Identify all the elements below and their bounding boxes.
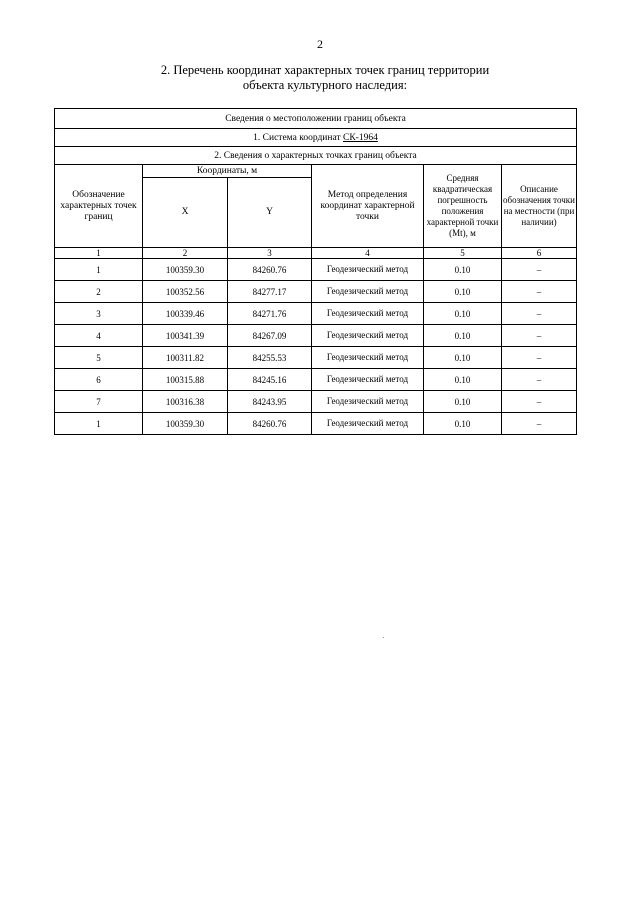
cell-error: 0.10 xyxy=(424,325,502,347)
column-number: 1 xyxy=(55,248,143,259)
cell-method: Геодезический метод xyxy=(312,347,424,369)
cell-error: 0.10 xyxy=(424,347,502,369)
document-title xyxy=(110,63,540,93)
cell-description: – xyxy=(502,369,577,391)
cell-error: 0.10 xyxy=(424,303,502,325)
header-y: Y xyxy=(228,178,312,248)
cell-x: 100352.56 xyxy=(143,281,228,303)
cell-y: 84260.76 xyxy=(228,259,312,281)
cell-x: 100311.82 xyxy=(143,347,228,369)
cell-x: 100339.46 xyxy=(143,303,228,325)
coordinates-table xyxy=(54,108,577,435)
cell-y: 84271.76 xyxy=(228,303,312,325)
cell-method: Геодезический метод xyxy=(312,281,424,303)
cell-y: 84267.09 xyxy=(228,325,312,347)
cell-x: 100341.39 xyxy=(143,325,228,347)
table-row xyxy=(55,413,577,435)
table-row xyxy=(55,391,577,413)
cell-point: 1 xyxy=(55,259,143,281)
header-coordinates: Координаты, м xyxy=(143,165,312,178)
scan-speck xyxy=(383,637,384,638)
points-section-title: 2. Сведения о характерных точках границ объекта xyxy=(55,147,577,165)
coordinate-system-label: 1. Система координат xyxy=(253,132,343,143)
page-number: 2 xyxy=(317,37,323,51)
cell-y: 84277.17 xyxy=(228,281,312,303)
cell-y: 84255.53 xyxy=(228,347,312,369)
column-number: 6 xyxy=(502,248,577,259)
cell-error: 0.10 xyxy=(424,369,502,391)
cell-x: 100359.30 xyxy=(143,259,228,281)
cell-point: 5 xyxy=(55,347,143,369)
cell-y: 84243.95 xyxy=(228,391,312,413)
cell-point: 7 xyxy=(55,391,143,413)
cell-point: 1 xyxy=(55,413,143,435)
cell-description: – xyxy=(502,259,577,281)
title-line-2: объекта культурного наследия: xyxy=(242,78,408,92)
column-number: 3 xyxy=(228,248,312,259)
column-number: 4 xyxy=(312,248,424,259)
cell-method: Геодезический метод xyxy=(312,325,424,347)
table-row xyxy=(55,325,577,347)
cell-point: 3 xyxy=(55,303,143,325)
header-error: Средняя квадратическая погрешность положения характерной точки (Mt), м xyxy=(424,165,502,248)
header-point-label: Обозначение характерных точек границ xyxy=(55,165,143,248)
coordinate-system-row xyxy=(55,129,577,147)
coordinate-system-value: СК-1964 xyxy=(342,132,378,143)
cell-point: 2 xyxy=(55,281,143,303)
cell-x: 100316.38 xyxy=(143,391,228,413)
cell-method: Геодезический метод xyxy=(312,369,424,391)
cell-error: 0.10 xyxy=(424,259,502,281)
cell-method: Геодезический метод xyxy=(312,303,424,325)
cell-point: 6 xyxy=(55,369,143,391)
cell-method: Геодезический метод xyxy=(312,413,424,435)
cell-error: 0.10 xyxy=(424,281,502,303)
section-title: Сведения о местоположении границ объекта xyxy=(55,109,577,129)
cell-y: 84260.76 xyxy=(228,413,312,435)
header-description: Описание обозначения точки на местности (при наличии) xyxy=(502,165,577,248)
cell-y: 84245.16 xyxy=(228,369,312,391)
cell-x: 100359.30 xyxy=(143,413,228,435)
table-row xyxy=(55,369,577,391)
column-number: 2 xyxy=(143,248,228,259)
table-row xyxy=(55,347,577,369)
cell-description: – xyxy=(502,281,577,303)
cell-point: 4 xyxy=(55,325,143,347)
cell-method: Геодезический метод xyxy=(312,391,424,413)
cell-error: 0.10 xyxy=(424,391,502,413)
column-number: 5 xyxy=(424,248,502,259)
table-row xyxy=(55,259,577,281)
cell-description: – xyxy=(502,347,577,369)
title-line-1: 2. Перечень координат характерных точек границ территории xyxy=(160,63,490,77)
header-x: X xyxy=(143,178,228,248)
table-row xyxy=(55,303,577,325)
cell-x: 100315.88 xyxy=(143,369,228,391)
column-numbers-row xyxy=(55,248,577,259)
table-row xyxy=(55,281,577,303)
header-method: Метод определения координат характерной точки xyxy=(312,165,424,248)
cell-error: 0.10 xyxy=(424,413,502,435)
cell-description: – xyxy=(502,413,577,435)
cell-description: – xyxy=(502,303,577,325)
cell-method: Геодезический метод xyxy=(312,259,424,281)
cell-description: – xyxy=(502,391,577,413)
cell-description: – xyxy=(502,325,577,347)
